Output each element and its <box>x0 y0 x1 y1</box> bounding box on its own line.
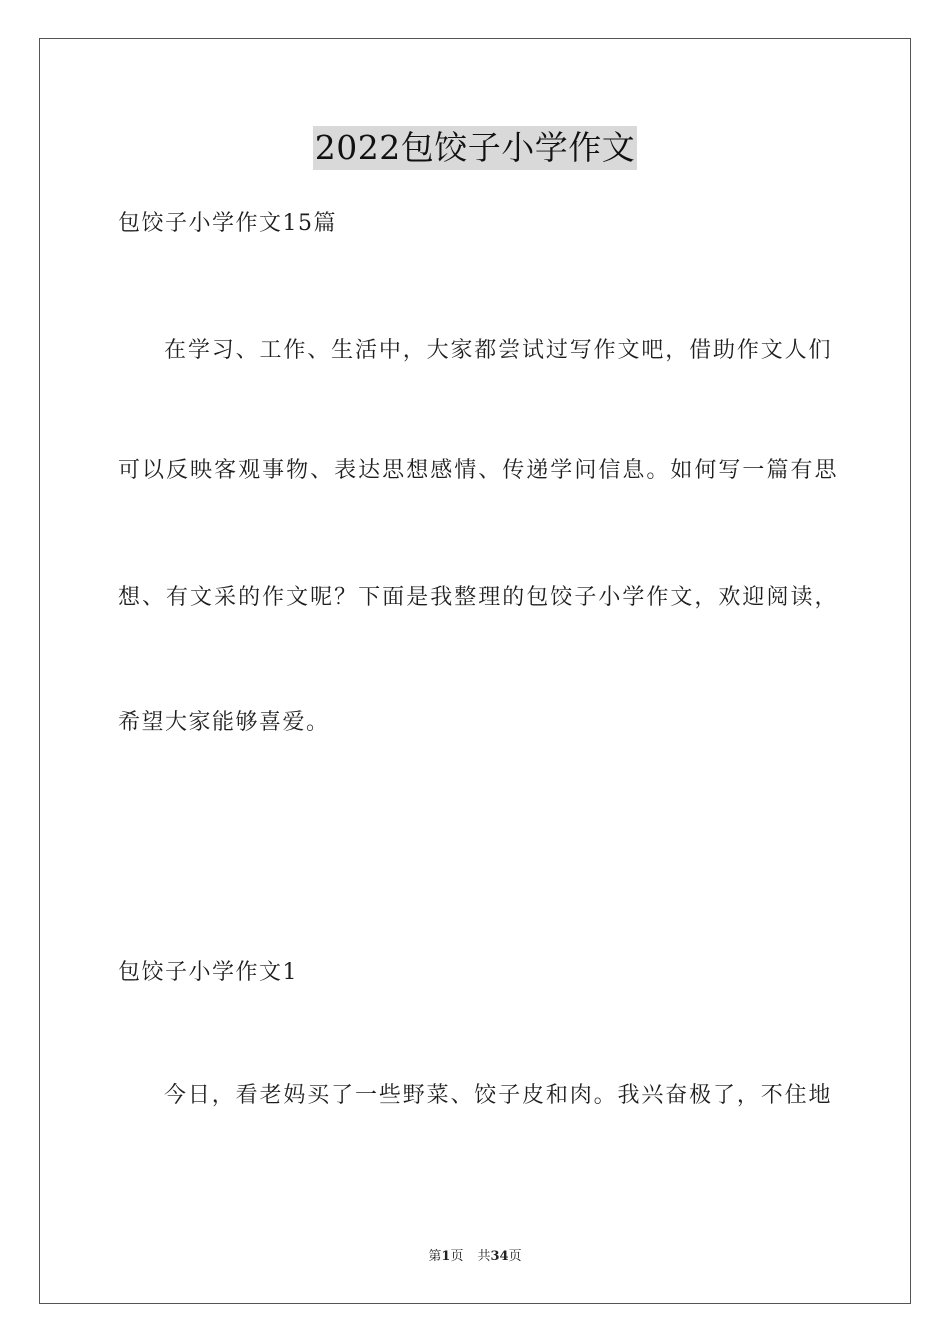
subtitle: 包饺子小学作文15篇 <box>118 211 337 236</box>
page-footer <box>0 1248 950 1266</box>
intro-line-1: 在学习、工作、生活中，大家都尝试过写作文吧，借助作文人们 <box>164 338 832 363</box>
intro-line-3: 想、有文采的作文呢？下面是我整理的包饺子小学作文，欢迎阅读， <box>118 585 838 610</box>
title-container <box>0 126 950 170</box>
footer-total-pages: 34 <box>490 1249 509 1264</box>
section-heading: 包饺子小学作文1 <box>118 960 298 985</box>
footer-page-number: 1 <box>441 1249 451 1264</box>
section-line-1: 今日，看老妈买了一些野菜、饺子皮和肉。我兴奋极了，不住地 <box>164 1083 832 1108</box>
intro-line-2: 可以反映客观事物、表达思想感情、传递学问信息。如何写一篇有思 <box>118 458 838 483</box>
footer-total-prefix: 共 <box>477 1249 491 1264</box>
footer-page-prefix: 第 <box>428 1249 442 1264</box>
footer-page-suffix: 页 <box>450 1249 464 1264</box>
footer-total-suffix: 页 <box>508 1249 522 1264</box>
intro-line-4: 希望大家能够喜爱。 <box>118 710 330 735</box>
document-title: 2022包饺子小学作文 <box>313 126 637 170</box>
